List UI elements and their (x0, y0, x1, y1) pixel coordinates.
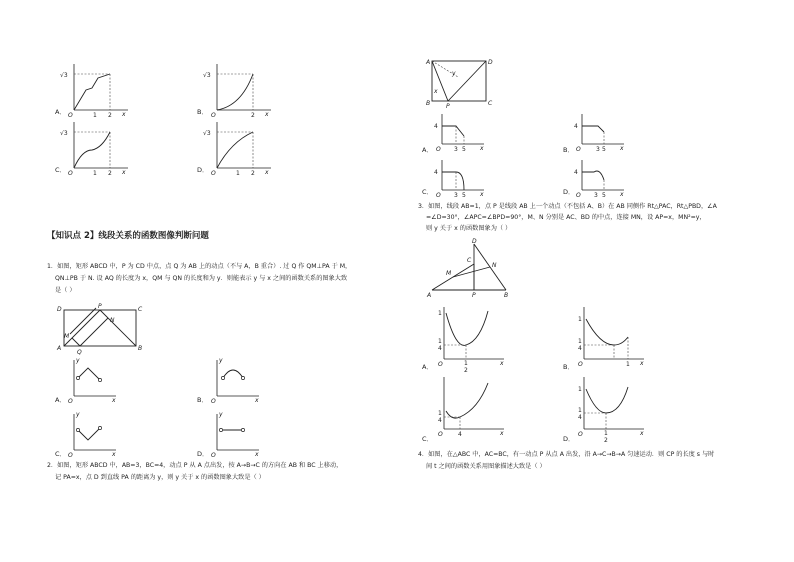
tick-5: 5 (462, 146, 466, 153)
q3-triangle-figure (424, 240, 514, 300)
q2-graph-option-b (570, 112, 630, 153)
graph-option-a-top (60, 60, 132, 119)
axis-x: x (620, 145, 624, 152)
q2-graph-option-d (570, 158, 630, 199)
q1-choice-label-c: C． (55, 450, 67, 458)
choice-label-c: C． (55, 166, 67, 174)
fig-label-b: B (504, 292, 509, 299)
q3-text-line3: 则 y 关于 x 的函数图象为（ ） (426, 225, 512, 232)
label-origin: O (68, 452, 73, 459)
fig-label-c: C (467, 257, 472, 264)
label-origin: O (68, 398, 73, 405)
q3-choice-label-b: B． (563, 363, 574, 371)
q3-graph-option-c (430, 375, 510, 438)
q2-choice-label-d: D． (563, 188, 575, 196)
frac-quarter-den: 4 (578, 414, 582, 421)
fig-label-a: A (426, 59, 431, 66)
label-sqrt3: √3 (203, 72, 211, 79)
frac-quarter-num: 1 (578, 407, 582, 414)
label-origin: O (211, 452, 216, 459)
axis-x: x (122, 111, 126, 118)
tick-4: 4 (434, 169, 438, 176)
q2-choice-label-b: B． (563, 146, 574, 154)
axis-x: x (265, 169, 269, 176)
choice-label-d: D． (197, 166, 209, 174)
label-origin: O (578, 361, 583, 368)
q1-text-line3: 是（ ） (55, 287, 76, 294)
tick-1: 1 (578, 386, 582, 393)
tick-2: 2 (108, 170, 112, 177)
tick-4: 4 (458, 431, 462, 438)
tick-1: 1 (236, 170, 240, 177)
tick-3: 3 (454, 192, 458, 199)
q2-graph-option-a (430, 112, 490, 153)
frac-quarter-num: 1 (438, 338, 442, 345)
frac-quarter-den: 4 (578, 345, 582, 352)
tick-4: 4 (574, 169, 578, 176)
fig-label-a: A (57, 345, 62, 352)
graph-option-d-top (203, 118, 275, 177)
fig-label-c: C (488, 100, 493, 107)
fig-label-n: N (492, 262, 497, 269)
q2-graph-option-c (430, 158, 490, 199)
label-sqrt3: √3 (60, 72, 68, 79)
label-origin: O (211, 170, 216, 177)
axis-y: y (219, 411, 223, 418)
q1-graph-option-c (62, 410, 122, 459)
fig-label-n: N (110, 317, 115, 324)
tick-3: 3 (596, 146, 600, 153)
label-sqrt3: √3 (203, 130, 211, 137)
q3-text-line1: 3．如图，线段 AB=1，点 P 是线段 AB 上一个动点（不包括 A、B）在 AB 同侧作 Rt△PAC，Rt△PBD，∠A (418, 203, 717, 210)
tick-1: 1 (626, 361, 630, 368)
q4-text-line1: 4．如图，在△ABC 中，AC=BC，有一动点 P 从点 A 出发，沿 A→C→B→A 匀速运动．则 CP 的长度 s 与时 (418, 451, 715, 458)
q3-choice-label-d: D． (563, 435, 575, 443)
label-origin: O (576, 192, 581, 199)
axis-x: x (500, 430, 504, 437)
axis-y: y (76, 411, 80, 418)
graph-option-c-top (60, 118, 132, 177)
fig-label-d: D (488, 59, 493, 66)
tick-4: 4 (574, 123, 578, 130)
q4-text-line2: 间 t 之间的函数关系用图象描述大致是（ ） (426, 463, 546, 470)
section-heading: 【知识点 2】线段关系的函数图像判断问题 (47, 231, 209, 241)
fig-label-d: D (57, 306, 62, 313)
axis-x: x (255, 397, 259, 404)
label-sqrt3: √3 (60, 130, 68, 137)
q3-graph-option-b (570, 305, 650, 368)
fig-label-x: x (434, 88, 438, 95)
tick-2: 2 (251, 170, 255, 177)
axis-x: x (620, 191, 624, 198)
axis-x: x (480, 145, 484, 152)
q1-choice-label-b: B． (197, 396, 208, 404)
q1-graph-option-b (205, 356, 265, 405)
fig-label-a: A (427, 292, 432, 299)
label-origin: O (211, 398, 216, 405)
fig-label-d: D (472, 238, 477, 245)
tick-4: 4 (434, 123, 438, 130)
label-origin: O (438, 361, 443, 368)
q3-graph-option-a (430, 305, 510, 374)
frac-half-num: 1 (604, 430, 608, 437)
fig-label-b: B (138, 345, 143, 352)
q1-graph-option-d (205, 410, 265, 459)
fig-label-b: B (426, 100, 431, 107)
q2-choice-label-a: A． (422, 146, 433, 154)
axis-x: x (255, 451, 259, 458)
frac-quarter-den: 4 (438, 417, 442, 424)
q1-choice-label-d: D． (197, 450, 209, 458)
tick-2: 2 (108, 112, 112, 119)
tick-5: 5 (602, 192, 606, 199)
fig-label-m: M (64, 333, 70, 340)
axis-x: x (265, 111, 269, 118)
q2-text-line1: 2．如图，矩形 ABCD 中，AB=3，BC=4，动点 P 从 A 点出发，按 A→B→C 的方向在 AB 和 BC 上移动， (47, 462, 343, 469)
label-origin: O (68, 112, 73, 119)
q2-choice-label-c: C． (422, 188, 434, 196)
fig-label-m: M (446, 270, 452, 277)
axis-x: x (640, 430, 644, 437)
graph-option-b-top (203, 60, 275, 119)
axis-y: y (76, 357, 80, 364)
q1-graph-option-a (62, 356, 122, 405)
axis-x: x (500, 360, 504, 367)
label-origin: O (211, 112, 216, 119)
choice-label-b: B． (197, 108, 208, 116)
tick-2: 2 (251, 112, 255, 119)
frac-half-den: 2 (464, 367, 468, 374)
fig-label-q: Q (77, 349, 82, 356)
tick-1: 1 (438, 310, 442, 317)
label-origin: O (576, 146, 581, 153)
fig-label-c: C (138, 306, 143, 313)
axis-x: x (112, 451, 116, 458)
q3-graph-option-d (570, 375, 650, 444)
label-origin: O (436, 192, 441, 199)
tick-3: 3 (454, 146, 458, 153)
frac-half-den: 2 (604, 437, 608, 444)
q2-text-line2: 记 PA=x，点 D 到直线 PA 的距离为 y，则 y 关于 x 的函数图象大致是（ ） (55, 474, 265, 481)
frac-half-num: 1 (464, 360, 468, 367)
tick-1: 1 (93, 170, 97, 177)
axis-x: x (122, 169, 126, 176)
q3-choice-label-a: A． (422, 363, 433, 371)
fig-label-p: P (472, 292, 476, 299)
q3-text-line2: =∠D=30°，∠APC=∠BPD=90°，M、N 分别是 AC、BD 的中点，连接 MN，设 AP=x，MN²=y， (426, 214, 706, 221)
label-origin: O (438, 431, 443, 438)
fig-label-p: P (98, 303, 102, 310)
tick-3: 3 (594, 192, 598, 199)
q1-text-line2: QN⊥PB 于 N. 设 AQ 的长度为 x，QM 与 QN 的长度和为 y．则能表示 y 与 x 之间的函数关系的图象大致 (55, 275, 348, 282)
label-origin: O (578, 431, 583, 438)
q3-choice-label-c: C． (422, 435, 434, 443)
fig-label-p: P (446, 103, 450, 110)
tick-1: 1 (93, 112, 97, 119)
label-origin: O (436, 146, 441, 153)
frac-quarter-num: 1 (438, 410, 442, 417)
q1-text-line1: 1．如图，矩形 ABCD 中，P 为 CD 中点，点 Q 为 AB 上的动点（不与 A，B 重合）. 过 Q 作 QM⊥PA 于 M， (47, 263, 352, 270)
axis-x: x (480, 191, 484, 198)
frac-quarter-den: 4 (438, 345, 442, 352)
axis-x: x (112, 397, 116, 404)
q2-rectangle-figure (424, 55, 494, 110)
fig-label-y: y (452, 70, 456, 77)
q1-choice-label-a: A． (55, 396, 66, 404)
tick-1: 1 (578, 316, 582, 323)
axis-y: y (219, 357, 223, 364)
frac-quarter-num: 1 (578, 338, 582, 345)
tick-5: 5 (462, 192, 466, 199)
axis-x: x (640, 360, 644, 367)
tick-5: 5 (602, 146, 606, 153)
label-origin: O (68, 170, 73, 177)
q1-rectangle-figure (56, 302, 141, 357)
choice-label-a: A． (55, 108, 66, 116)
